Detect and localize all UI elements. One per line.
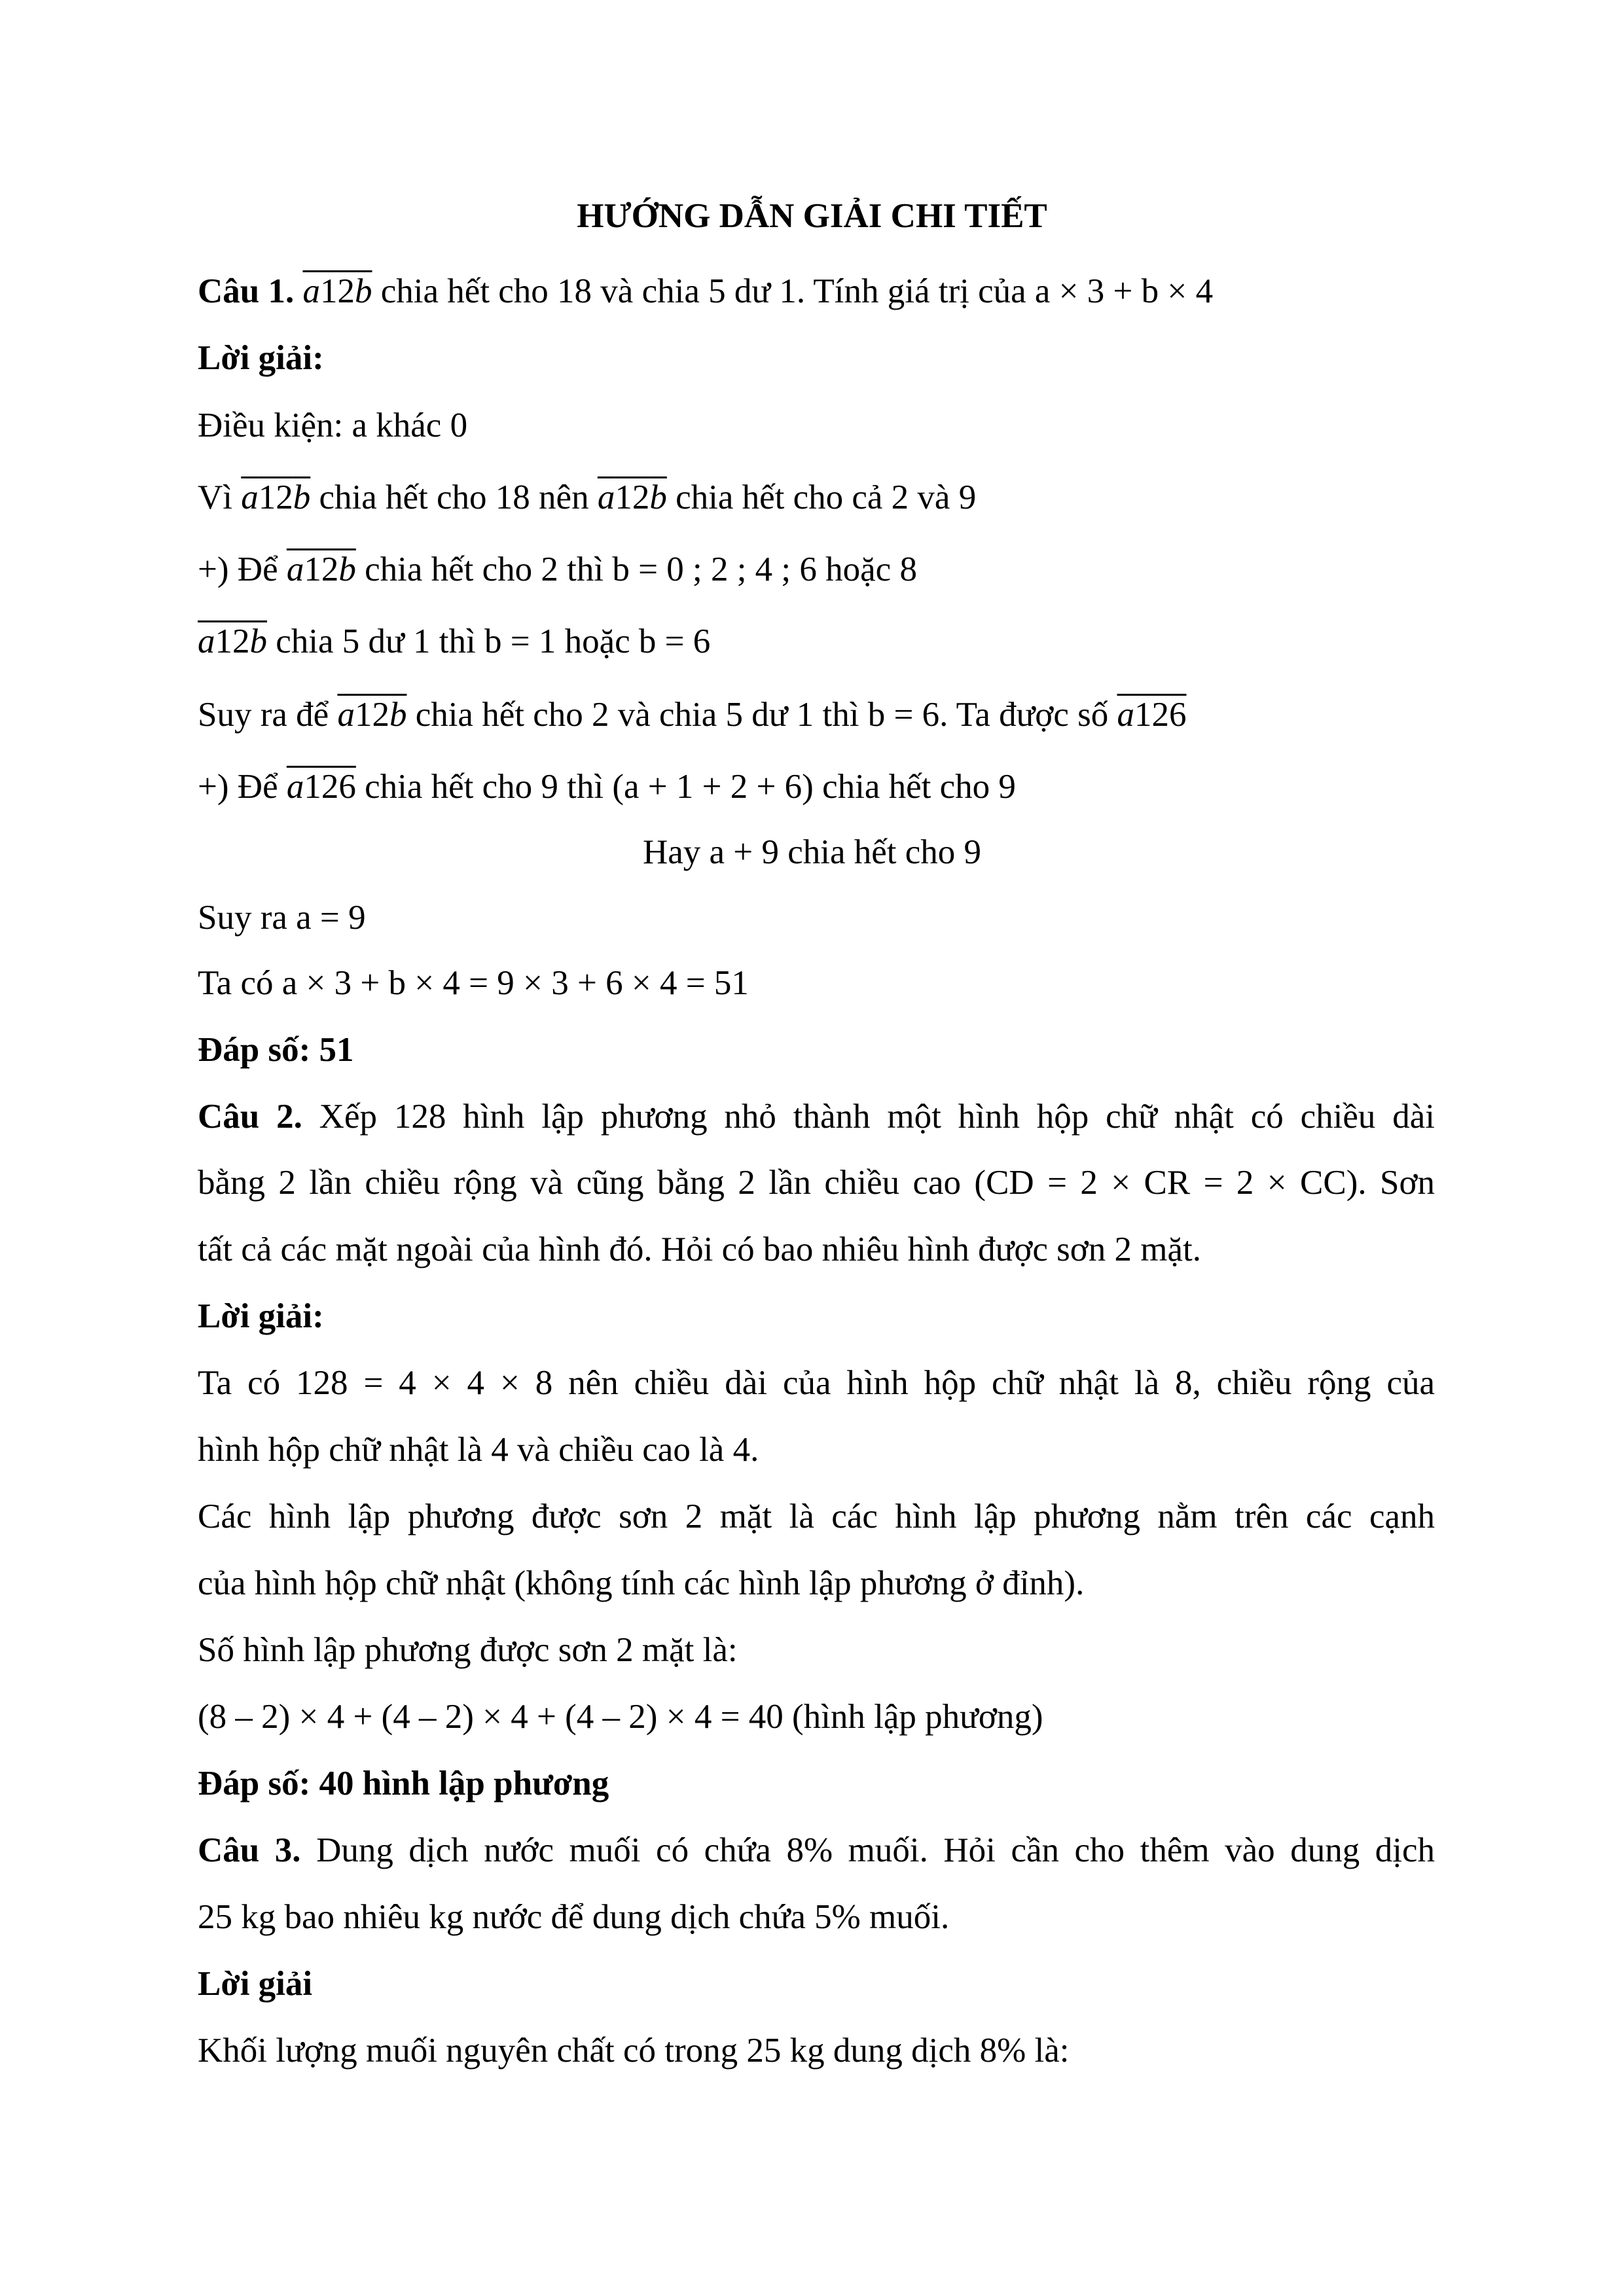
q2-step-1-line-2: hình hộp chữ nhật là 4 và chiều cao là 4. <box>198 1431 759 1469</box>
number-a12b: a12b <box>198 622 267 660</box>
q2-step-3: Số hình lập phương được sơn 2 mặt là: <box>198 1631 738 1669</box>
q3-question-line-1: Câu 3. Dung dịch nước muối có chứa 8% muối. Hỏi cần cho thêm vào dung dịch <box>198 1831 1435 1869</box>
number-a12b: a12b <box>241 478 311 516</box>
number-a126: a126 <box>286 768 356 806</box>
q1-step-6: +) Để a126 chia hết cho 9 thì (a + 1 + 2 + 6) chia hết cho 9 <box>198 768 1016 806</box>
q2-solution-label: Lời giải: <box>198 1297 324 1335</box>
q3-solution-label: Lời giải <box>198 1965 313 2003</box>
q2-step-2-line-2: của hình hộp chữ nhật (không tính các hình lập phương ở đỉnh). <box>198 1564 1085 1602</box>
number-a12b: a12b <box>286 550 356 588</box>
q3-question-line-2: 25 kg bao nhiêu kg nước để dung dịch chứa 5% muối. <box>198 1898 950 1936</box>
q3-step-1: Khối lượng muối nguyên chất có trong 25 kg dung dịch 8% là: <box>198 2032 1070 2070</box>
number-a126: a126 <box>1117 696 1187 734</box>
q2-question-line-3: tất cả các mặt ngoài của hình đó. Hỏi có bao nhiêu hình được sơn 2 mặt. <box>198 1230 1202 1268</box>
q2-step-4: (8 – 2) × 4 + (4 – 2) × 4 + (4 – 2) × 4 = 40 (hình lập phương) <box>198 1698 1043 1736</box>
q1-step-7: Hay a + 9 chia hết cho 9 <box>642 833 981 871</box>
q1-step-1: Điều kiện: a khác 0 <box>198 406 468 444</box>
q1-question-text: chia hết cho 18 và chia 5 dư 1. Tính giá trị của a × 3 + b × 4 <box>372 272 1214 310</box>
q1-answer: Đáp số: 51 <box>198 1031 354 1069</box>
q1-step-4: a12b chia 5 dư 1 thì b = 1 hoặc b = 6 <box>198 622 711 660</box>
q2-step-1-line-1: Ta có 128 = 4 × 4 × 8 nên chiều dài của hình hộp chữ nhật là 8, chiều rộng của <box>198 1364 1435 1402</box>
q2-step-2-line-1: Các hình lập phương được sơn 2 mặt là các hình lập phương nằm trên các cạnh <box>198 1498 1435 1535</box>
q1-question <box>198 270 1213 312</box>
number-a12b: a12b <box>337 696 407 734</box>
q1-step-3: +) Để a12b chia hết cho 2 thì b = 0 ; 2 ; 4 ; 6 hoặc 8 <box>198 550 917 588</box>
q1-step-9: Ta có a × 3 + b × 4 = 9 × 3 + 6 × 4 = 51 <box>198 964 749 1002</box>
q1-step-5: Suy ra để a12b chia hết cho 2 và chia 5 dư 1 thì b = 6. Ta được số a126 <box>198 696 1187 734</box>
q2-question-line-2: bằng 2 lần chiều rộng và cũng bằng 2 lần chiều cao (CD = 2 × CR = 2 × CC). Sơn <box>198 1164 1435 1202</box>
q1-step-2: Vì a12b chia hết cho 18 nên a12b chia hết cho cả 2 và 9 <box>198 478 977 516</box>
q2-answer: Đáp số: 40 hình lập phương <box>198 1765 609 1803</box>
q1-number-a12b: a12b <box>302 272 372 310</box>
q1-label: Câu 1. <box>198 272 295 310</box>
q2-label: Câu 2. <box>198 1098 302 1136</box>
q3-label: Câu 3. <box>198 1831 301 1869</box>
q1-step-8: Suy ra a = 9 <box>198 899 366 937</box>
number-a12b: a12b <box>597 478 667 516</box>
page-title: HƯỚNG DẪN GIẢI CHI TIẾT <box>577 197 1047 235</box>
q1-solution-label: Lời giải: <box>198 339 324 377</box>
q2-question-line-1: Câu 2. Xếp 128 hình lập phương nhỏ thành một hình hộp chữ nhật có chiều dài <box>198 1098 1435 1136</box>
